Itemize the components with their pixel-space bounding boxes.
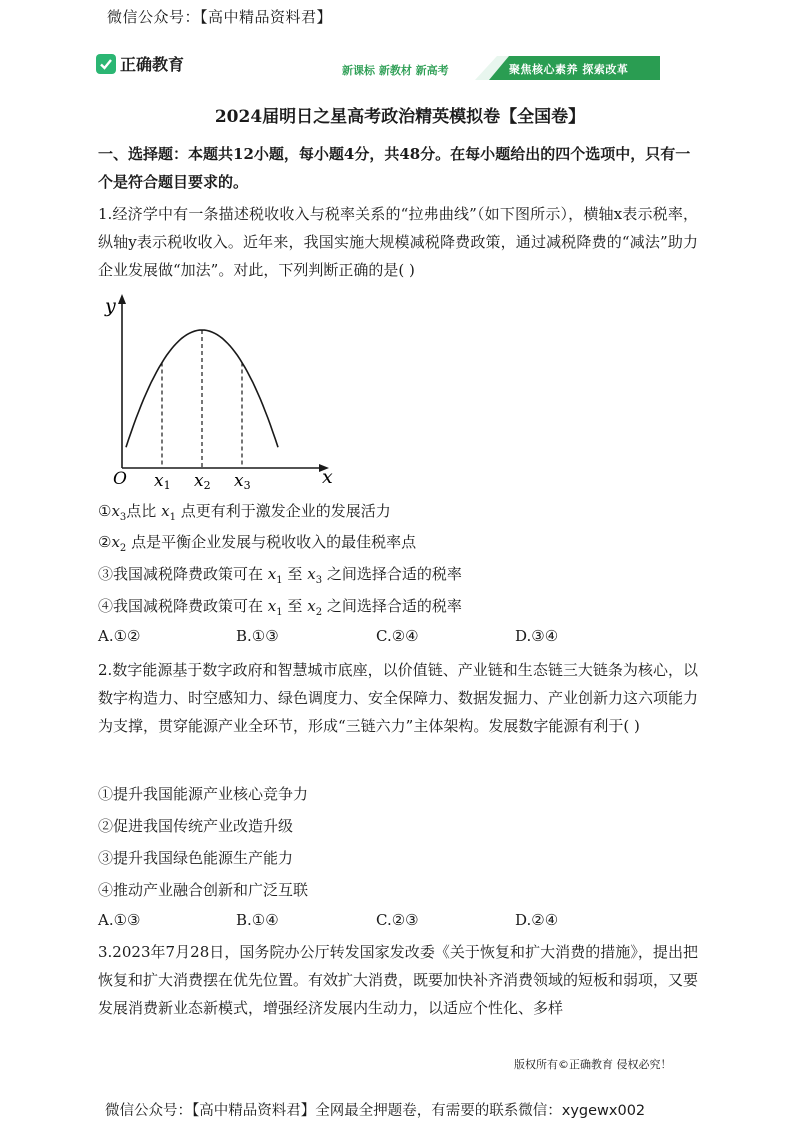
copyright-text: 版权所有©正确教育 侵权必究！ (514, 1058, 672, 1071)
q1-statement-2: $②x_2$ 点是平衡企业发展与税收收入的最佳税率点 (98, 533, 417, 554)
q1-statement-1: $①x_3$点比 $x_1$ 点更有利于激发企业的发展活力 (98, 502, 391, 523)
section-heading: 一、选择题：本题共12小题，每小题4分，共48分。在每小题给出的四个选项中，只有一个是符合题目要求的。 (98, 145, 691, 191)
x-axis-label: x (322, 466, 333, 488)
x3-variable: x (111, 502, 120, 520)
check-icon (96, 54, 116, 74)
slogan-banner-text: 聚焦核心素养 探索改革 (509, 63, 629, 76)
q2-choice-c: C.②③ (376, 911, 419, 929)
q1-choice-b: B.①③ (236, 627, 279, 645)
brand-name: 正确教育 (120, 55, 185, 74)
wechat-footer-text: 微信公众号：【高中精品资料君】全网最全押题卷，有需要的联系微信：xygewx002 (105, 1103, 646, 1119)
q2-statement-3: ③提升我国绿色能源生产能力 (98, 849, 294, 867)
q1-choice-c: C.②④ (376, 627, 419, 645)
question-3-stem: 3.2023年7月28日，国务院办公厅转发国家发改委《关于恢复和扩大消费的措施》，提出把恢复和扩大消费摆在优先位置。有效扩大消费，既要加快补齐消费领域的短板和弱项，又要发展消费新业态新模式，增强经济发展内生动力，以适应个性化、多样 (98, 943, 699, 1017)
tick-label-x2: x2 (194, 471, 211, 490)
tick-label-x3: x3 (234, 471, 251, 490)
q2-statement-2: ②促进我国传统产业改造升级 (98, 817, 294, 835)
q2-statement-4: ④推动产业融合创新和广泛互联 (98, 881, 309, 899)
question-1-stem: 1.经济学中有一条描述税收收入与税率关系的“拉弗曲线”（如下图所示），横轴x表示税率，纵轴y表示税收收入。近年来，我国实施大规模减税降费政策，通过减税降费的“减法”助力企业发展做“加法”。对此，下列判断正确的是( ) (98, 205, 698, 279)
laffer-curve-chart (95, 290, 345, 490)
page-title: 2024届明日之星高考政治精英模拟卷【全国卷】 (214, 107, 586, 127)
q2-choice-d: D.②④ (515, 911, 559, 929)
question-2-stem: 2.数字能源基于数字政府和智慧城市底座，以价值链、产业链和生态链三大链条为核心，以数字构造力、时空感知力、绿色调度力、安全保障力、数据发掘力、产业创新力这六项能力为支撑，贯穿能源产业全环节，形成“三链六力”主体架构。发展数字能源有利于( ) (98, 661, 699, 735)
q2-statement-1: ①提升我国能源产业核心竞争力 (98, 785, 309, 803)
tick-label-x1: x1 (154, 471, 171, 490)
slogan-text: 新课标 新教材 新高考 (342, 64, 449, 77)
brand-logo (96, 52, 184, 75)
slogan-banner (475, 56, 660, 80)
q1-choice-d: D.③④ (515, 627, 559, 645)
wechat-header-text: 微信公众号：【高中精品资料君】 (107, 8, 333, 26)
origin-label: O (113, 469, 127, 489)
q1-choice-a: A.①② (98, 627, 141, 645)
y-axis-arrow (118, 294, 126, 304)
y-axis-label: y (105, 295, 116, 317)
q1-statement-3: ③我国减税降费政策可在 $x_1$ 至 $x_3$ 之间选择合适的税率 (98, 565, 462, 586)
q2-choice-b: B.①④ (236, 911, 279, 929)
q1-statement-4: ④我国减税降费政策可在 $x_1$ 至 $x_2$ 之间选择合适的税率 (98, 597, 462, 618)
q2-choice-a: A.①③ (98, 911, 141, 929)
